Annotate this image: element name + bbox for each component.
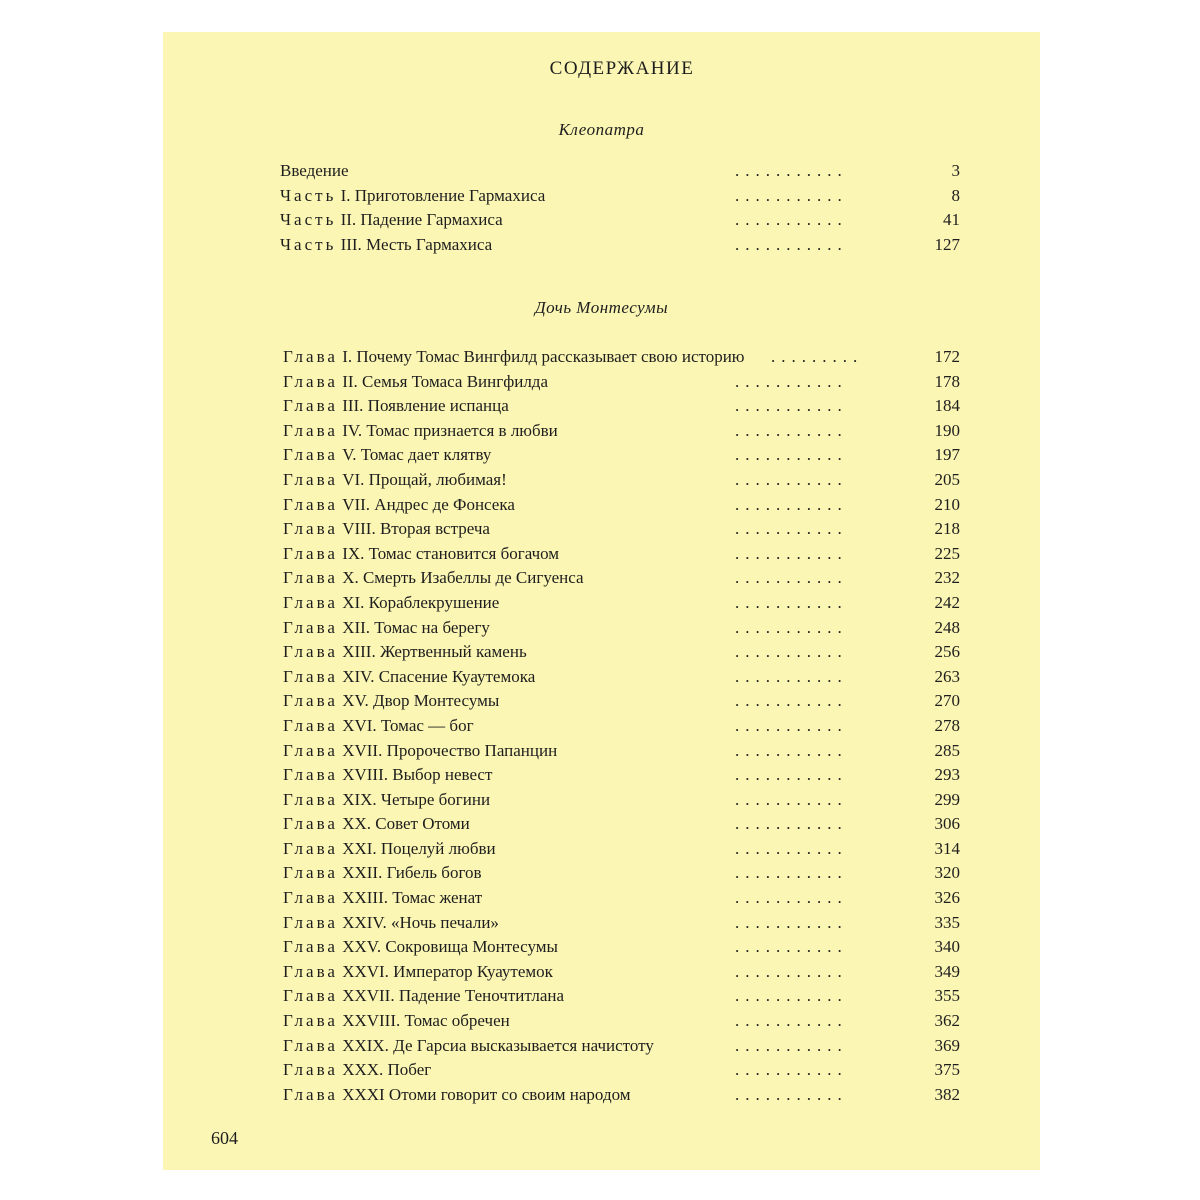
- toc-entry-prefix: Глава: [283, 543, 338, 563]
- toc-leader-dots: ...........: [735, 1060, 848, 1080]
- toc-entry-text: XXV. Сокровища Монтесумы: [342, 937, 558, 957]
- toc-entry-prefix: Глава: [283, 568, 338, 588]
- toc-entry[interactable]: [163, 837, 1040, 862]
- toc-entry-title: [283, 960, 553, 984]
- toc-entry-page: 355: [934, 986, 960, 1006]
- toc-leader-dots: ...........: [735, 1035, 848, 1055]
- toc-entry-title: [283, 616, 490, 640]
- toc-leader-dots: ...........: [735, 1011, 848, 1031]
- toc-entry-text: I. Почему Томас Вингфилд рассказывает свою историю: [342, 347, 745, 366]
- toc-entry-prefix: Глава: [283, 765, 338, 785]
- toc-entry-text: XXX. Побег: [342, 1060, 432, 1080]
- toc-entry-prefix: Глава: [283, 912, 338, 932]
- toc-leader-dots: ...........: [735, 161, 848, 180]
- toc-entry-page: 210: [934, 494, 960, 514]
- toc-entry-title: [283, 812, 470, 836]
- toc-entry[interactable]: [163, 812, 1040, 837]
- toc-entry[interactable]: [163, 566, 1040, 591]
- toc-entry-title: [283, 1083, 631, 1107]
- toc-entry-page: 362: [934, 1011, 960, 1031]
- toc-entry[interactable]: [163, 1034, 1040, 1059]
- toc-entry-prefix: Глава: [283, 371, 338, 391]
- toc-entry[interactable]: [163, 788, 1040, 813]
- toc-entry[interactable]: [163, 665, 1040, 690]
- toc-entry-prefix: Глава: [283, 838, 338, 858]
- toc-entry-page: 375: [934, 1060, 960, 1080]
- toc-entry-page: 285: [934, 740, 960, 760]
- toc-entry[interactable]: [163, 542, 1040, 567]
- toc-entry[interactable]: [163, 443, 1040, 468]
- toc-entry-text: XXXI Отоми говорит со своим народом: [342, 1084, 631, 1104]
- toc-entry-title: [283, 640, 527, 664]
- toc-entry[interactable]: [163, 984, 1040, 1009]
- toc-entry-prefix: Глава: [283, 347, 338, 366]
- toc-entry[interactable]: [163, 159, 1040, 184]
- toc-entry-title: [280, 233, 492, 257]
- toc-entry-title: [283, 517, 490, 541]
- toc-entry-title: [283, 763, 492, 787]
- toc-entry-text: II. Семья Томаса Вингфилда: [342, 371, 548, 391]
- toc-entry-prefix: Глава: [283, 1060, 338, 1080]
- toc-entry-prefix: Часть: [280, 210, 337, 230]
- toc-entry-prefix: Глава: [283, 986, 338, 1006]
- toc-entry-text: I. Приготовление Гармахиса: [340, 185, 546, 205]
- toc-entry-title: [283, 714, 474, 738]
- toc-entry-text: VII. Андрес де Фонсека: [342, 494, 515, 514]
- toc-entry-title: [283, 419, 558, 443]
- toc-leader-dots: ...........: [735, 494, 848, 514]
- toc-entry[interactable]: [163, 861, 1040, 886]
- section-title-montezuma: Дочь Монтесумы: [534, 298, 669, 317]
- toc-entry-page: 172: [934, 347, 960, 366]
- toc-leader-dots: ...........: [735, 519, 848, 539]
- toc-leader-dots: ...........: [735, 617, 848, 637]
- toc-entry-title: [283, 689, 499, 713]
- toc-entry-title: [283, 542, 559, 566]
- toc-leader-dots: ...........: [735, 691, 848, 711]
- toc-entry-text: XXII. Гибель богов: [342, 863, 482, 883]
- toc-entry-prefix: Глава: [283, 519, 338, 539]
- toc-entry[interactable]: [163, 1058, 1040, 1083]
- toc-leader-dots: ...........: [735, 765, 848, 785]
- toc-leader-dots: ...........: [735, 715, 848, 735]
- toc-entry-prefix: Глава: [283, 420, 338, 440]
- toc-entry-page: 335: [934, 912, 960, 932]
- toc-entry[interactable]: [163, 763, 1040, 788]
- toc-entry[interactable]: [163, 714, 1040, 739]
- toc-leader-dots: ...........: [735, 1084, 848, 1104]
- toc-entry-text: XIII. Жертвенный камень: [342, 642, 527, 662]
- toc-entry-text: XXIII. Томас женат: [342, 888, 483, 908]
- toc-entry-title: [283, 443, 491, 467]
- toc-entry[interactable]: [163, 739, 1040, 764]
- toc-leader-dots: ...........: [735, 396, 848, 416]
- toc-entry-title: [283, 468, 507, 492]
- toc-leader-dots: ...........: [735, 642, 848, 662]
- toc-entry[interactable]: [163, 394, 1040, 419]
- toc-entry-title: [283, 1034, 654, 1058]
- toc-entry[interactable]: [163, 689, 1040, 714]
- toc-leader-dots: ...........: [735, 445, 848, 465]
- toc-entry-page: 218: [934, 519, 960, 539]
- toc-entry-page: 326: [934, 888, 960, 908]
- toc-entry-text: Введение: [280, 161, 349, 180]
- toc-entry[interactable]: [163, 1009, 1040, 1034]
- toc-entry-prefix: Глава: [283, 814, 338, 834]
- toc-entry-prefix: Глава: [283, 691, 338, 711]
- toc-leader-dots: ...........: [735, 371, 848, 391]
- toc-entry-text: X. Смерть Изабеллы де Сигуенса: [342, 568, 584, 588]
- toc-entry-page: 263: [934, 666, 960, 686]
- toc-entry-page: 299: [934, 789, 960, 809]
- toc-entry-page: 314: [934, 838, 960, 858]
- toc-entry-page: 278: [934, 715, 960, 735]
- page-heading: СОДЕРЖАНИЕ: [549, 58, 695, 79]
- toc-entry-prefix: Глава: [283, 1035, 338, 1055]
- toc-entry-text: XVII. Пророчество Папанцин: [342, 740, 558, 760]
- toc-entry[interactable]: [163, 935, 1040, 960]
- toc-entry-page: 127: [934, 234, 960, 254]
- toc-entry-title: [283, 1058, 431, 1082]
- toc-entry[interactable]: [163, 419, 1040, 444]
- toc-entry-title: [280, 184, 545, 208]
- toc-leader-dots: ...........: [735, 469, 848, 489]
- toc-entry-title: [283, 935, 558, 959]
- toc-entry-title: [283, 345, 745, 369]
- toc-leader-dots: ...........: [735, 888, 848, 908]
- toc-entry-page: 248: [934, 617, 960, 637]
- toc-entry-page: 8: [951, 185, 960, 205]
- toc-entry-prefix: Глава: [283, 715, 338, 735]
- toc-leader-dots: ...........: [735, 789, 848, 809]
- toc-leader-dots: ...........: [735, 937, 848, 957]
- toc-entry-page: 205: [934, 469, 960, 489]
- toc-entry-prefix: Глава: [283, 666, 338, 686]
- toc-entry-text: XXIX. Де Гарсиа высказывается начистоту: [342, 1035, 654, 1055]
- toc-entry[interactable]: [163, 517, 1040, 542]
- toc-entry-page: 225: [934, 543, 960, 563]
- toc-entry-page: 3: [951, 161, 960, 180]
- toc-entry-text: VIII. Вторая встреча: [342, 519, 490, 539]
- toc-leader-dots: ...........: [735, 814, 848, 834]
- toc-entry-page: 256: [934, 642, 960, 662]
- toc-entry-text: XXVIII. Томас обречен: [342, 1011, 510, 1031]
- toc-entry-title: [283, 591, 499, 615]
- toc-entry-text: XIV. Спасение Куаутемока: [342, 666, 536, 686]
- toc-leader-dots: ...........: [735, 740, 848, 760]
- toc-entry-prefix: Глава: [283, 740, 338, 760]
- toc-entry-title: [280, 159, 349, 183]
- toc-entry-prefix: Глава: [283, 642, 338, 662]
- toc-entry-text: XI. Кораблекрушение: [342, 592, 500, 612]
- section-title-cleopatra: Клеопатра: [558, 120, 645, 139]
- toc-entry-page: 242: [934, 592, 960, 612]
- toc-leader-dots: ...........: [735, 568, 848, 588]
- toc-entry[interactable]: [163, 468, 1040, 493]
- toc-entry-title: [283, 788, 490, 812]
- toc-entry[interactable]: [163, 345, 1040, 370]
- toc-entry[interactable]: [163, 1083, 1040, 1108]
- toc-entry[interactable]: [163, 493, 1040, 518]
- toc-entry[interactable]: [163, 233, 1040, 258]
- toc-entry-text: XXVI. Император Куаутемок: [342, 961, 553, 981]
- toc-list-cleopatra: [163, 159, 1040, 257]
- toc-entry-prefix: Часть: [280, 234, 337, 254]
- toc-entry-page: 340: [934, 937, 960, 957]
- toc-entry-page: 270: [934, 691, 960, 711]
- toc-entry-text: V. Томас дает клятву: [342, 445, 492, 465]
- toc-entry-text: XX. Совет Отоми: [342, 814, 470, 834]
- toc-entry-text: IV. Томас признается в любви: [342, 420, 558, 440]
- toc-entry-title: [283, 837, 496, 861]
- toc-entry-text: II. Падение Гармахиса: [340, 210, 503, 230]
- toc-entry-title: [283, 739, 557, 763]
- toc-entry-prefix: Глава: [283, 888, 338, 908]
- toc-entry-title: [283, 886, 482, 910]
- toc-entry-prefix: Глава: [283, 469, 338, 489]
- toc-entry-prefix: Глава: [283, 1084, 338, 1104]
- toc-leader-dots: ...........: [735, 234, 848, 254]
- toc-entry-prefix: Глава: [283, 789, 338, 809]
- toc-leader-dots: ...........: [735, 185, 848, 205]
- toc-entry-text: VI. Прощай, любимая!: [342, 469, 507, 489]
- toc-entry-text: III. Появление испанца: [342, 396, 509, 416]
- toc-entry-prefix: Глава: [283, 961, 338, 981]
- toc-entry-page: 178: [934, 371, 960, 391]
- toc-entry-page: 306: [934, 814, 960, 834]
- toc-entry-text: XVIII. Выбор невест: [342, 765, 493, 785]
- toc-entry-page: 349: [934, 961, 960, 981]
- toc-entry-title: [283, 861, 482, 885]
- toc-leader-dots: ...........: [735, 863, 848, 883]
- toc-leader-dots: ...........: [735, 210, 848, 230]
- toc-entry-prefix: Глава: [283, 617, 338, 637]
- toc-entry-text: XII. Томас на берегу: [342, 617, 490, 637]
- toc-entry-prefix: Глава: [283, 1011, 338, 1031]
- toc-entry-title: [283, 493, 515, 517]
- toc-entry-title: [283, 1009, 510, 1033]
- toc-entry-page: 369: [934, 1035, 960, 1055]
- toc-entry-prefix: Глава: [283, 863, 338, 883]
- page-number: 604: [211, 1128, 238, 1148]
- toc-entry[interactable]: [163, 640, 1040, 665]
- toc-entry-page: 382: [934, 1084, 960, 1104]
- toc-leader-dots: ...........: [735, 543, 848, 563]
- toc-leader-dots: ...........: [735, 666, 848, 686]
- toc-entry[interactable]: [163, 960, 1040, 985]
- toc-entry-prefix: Глава: [283, 396, 338, 416]
- toc-entry[interactable]: [163, 370, 1040, 395]
- toc-entry[interactable]: [163, 616, 1040, 641]
- toc-entry-title: [283, 394, 509, 418]
- book-page: [163, 32, 1040, 1170]
- toc-entry-text: III. Месть Гармахиса: [340, 234, 493, 254]
- toc-entry-title: [283, 665, 535, 689]
- toc-entry-text: XXI. Поцелуй любви: [342, 838, 496, 858]
- toc-entry-prefix: Глава: [283, 937, 338, 957]
- toc-entry-page: 232: [934, 568, 960, 588]
- toc-entry-text: XIX. Четыре богини: [342, 789, 491, 809]
- toc-entry-prefix: Глава: [283, 494, 338, 514]
- toc-entry-title: [283, 911, 499, 935]
- toc-entry-title: [283, 566, 584, 590]
- toc-entry-text: XVI. Томас — бог: [342, 715, 474, 735]
- toc-entry-title: [283, 984, 564, 1008]
- toc-entry-text: XV. Двор Монтесумы: [342, 691, 500, 711]
- toc-entry[interactable]: [163, 591, 1040, 616]
- toc-entry-text: XXVII. Падение Теночтитлана: [342, 986, 565, 1006]
- toc-leader-dots: ...........: [735, 912, 848, 932]
- toc-list-montezuma: [163, 345, 1040, 1107]
- toc-entry-text: XXIV. «Ночь печали»: [342, 912, 499, 932]
- toc-entry-prefix: Глава: [283, 445, 338, 465]
- toc-leader-dots: ...........: [735, 838, 848, 858]
- toc-entry-title: [283, 370, 548, 394]
- toc-entry-page: 293: [934, 765, 960, 785]
- toc-leader-dots: ...........: [735, 420, 848, 440]
- toc-entry[interactable]: [163, 911, 1040, 936]
- toc-entry-page: 184: [934, 396, 960, 416]
- toc-entry-prefix: Часть: [280, 185, 337, 205]
- toc-entry[interactable]: [163, 184, 1040, 209]
- toc-entry-title: [280, 208, 503, 232]
- toc-entry[interactable]: [163, 208, 1040, 233]
- toc-entry-page: 190: [934, 420, 960, 440]
- toc-leader-dots: ...........: [735, 961, 848, 981]
- toc-leader-dots: ...........: [735, 986, 848, 1006]
- toc-entry-page: 320: [934, 863, 960, 883]
- toc-entry-text: IX. Томас становится богачом: [342, 543, 560, 563]
- toc-leader-dots: ...........: [735, 592, 848, 612]
- toc-entry-page: 197: [934, 445, 960, 465]
- toc-entry[interactable]: [163, 886, 1040, 911]
- toc-entry-page: 41: [943, 210, 960, 230]
- toc-entry-prefix: Глава: [283, 592, 338, 612]
- toc-leader-dots: .........: [771, 347, 864, 366]
